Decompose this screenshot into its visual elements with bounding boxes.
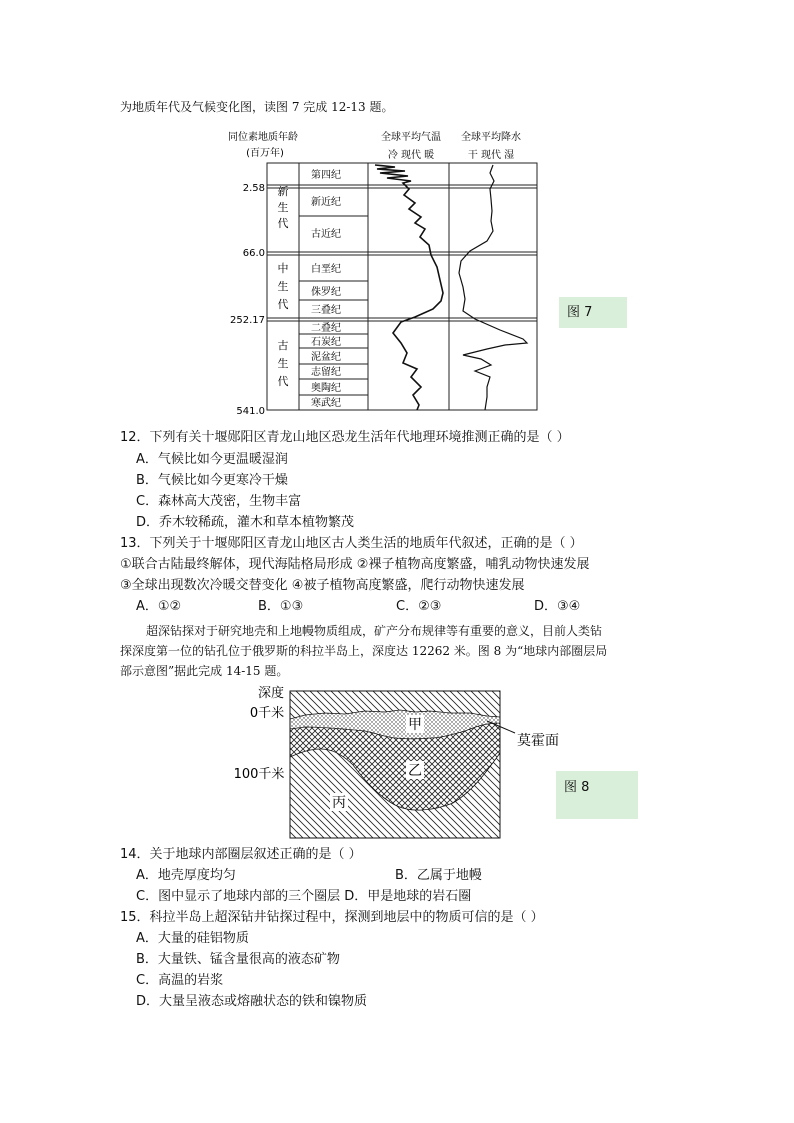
label-bing: 丙 [332,795,346,811]
q13-statements-1: ①联合古陆最终解体，现代海陆格局形成 ②裸子植物高度繁盛，哺乳动物快速发展 [120,557,590,572]
period-label: 三叠纪 [311,305,341,316]
era-cenozoic-3: 代 [277,217,289,230]
depth-label: 深度 [257,686,285,701]
temperature-curve [375,165,443,410]
q14-option-cd[interactable]: C．图中显示了地球内部的三个圈层 D．甲是地球的岩石圈 [136,889,472,904]
period-label: 志留纪 [311,367,341,378]
q15-option-c[interactable]: C．高温的岩浆 [136,973,224,988]
period-label: 泥盆纪 [311,352,341,363]
age-label-2: 66.0 [242,248,265,259]
era-mesozoic-1: 中 [277,262,289,275]
q15-option-d[interactable]: D．大量呈液态或熔融状态的铁和镍物质 [136,994,368,1009]
label-jia: 甲 [408,717,422,733]
figure-7-tag: 图 7 [559,297,627,328]
era-paleozoic-2: 生 [277,357,289,370]
age-label-1: 2.58 [242,183,265,194]
header-temp-scale: 冷 现代 暖 [387,150,435,161]
period-label: 白垩纪 [311,264,341,275]
q12-option-b[interactable]: B．气候比如今更寒冷干燥 [136,473,288,488]
label-yi: 乙 [408,763,422,779]
intro-text-fig8-line2: 探深度第一位的钻孔位于俄罗斯的科拉半岛上，深度达 12262 米。图 8 为“地球内部圈层局 [120,644,608,658]
period-label: 寒武纪 [311,398,341,409]
age-label-4: 541.0 [236,406,265,417]
period-label: 新近纪 [311,197,341,208]
q13-option-b[interactable]: B．①③ [258,599,304,614]
period-label: 奥陶纪 [311,383,341,394]
q15-option-a[interactable]: A．大量的硅铝物质 [136,931,249,946]
depth-zero-label: 0千米 [249,706,285,721]
period-label: 侏罗纪 [311,287,341,298]
header-age-line2: (百万年) [246,148,284,159]
moho-label: 莫霍面 [517,733,559,749]
age-label-3: 252.17 [230,315,265,326]
figure-7-geologic-chart [225,125,545,417]
intro-text-fig7: 为地质年代及气候变化图，读图 7 完成 12-13 题。 [120,100,394,114]
header-temp: 全球平均气温 [381,132,441,143]
q13-stem: 13．下列关于十堰郧阳区青龙山地区古人类生活的地质年代叙述，正确的是（ ） [120,536,583,551]
era-cenozoic-1: 新 [277,185,289,198]
period-label: 第四纪 [311,170,341,181]
q13-option-c[interactable]: C．②③ [396,599,442,614]
header-rain-scale: 干 现代 湿 [467,150,515,161]
q15-option-b[interactable]: B．大量铁、锰含量很高的液态矿物 [136,952,340,967]
period-label: 石炭纪 [311,337,341,348]
q15-stem: 15．科拉半岛上超深钻井钻探过程中，探测到地层中的物质可信的是（ ） [120,910,544,925]
intro-text-fig8-line3: 部示意图”据此完成 14-15 题。 [120,664,289,678]
q14-option-b[interactable]: B．乙属于地幔 [395,868,482,883]
era-paleozoic-1: 古 [277,339,289,352]
intro-text-fig8-line1: 超深钻探对于研究地壳和上地幔物质组成，矿产分布规律等有重要的意义，目前人类钻 [146,624,603,638]
q12-option-a[interactable]: A．气候比如今更温暖湿润 [136,452,288,467]
q13-option-d[interactable]: D．③④ [534,599,581,614]
figure-8-tag: 图 8 [556,771,638,819]
era-cenozoic-2: 生 [277,201,289,214]
precipitation-curve [459,165,527,410]
q13-option-a[interactable]: A．①② [136,599,182,614]
q13-statements-2: ③全球出现数次冷暖交替变化 ④被子植物高度繁盛，爬行动物快速发展 [120,578,525,593]
figure-8-earth-layers [225,683,585,845]
q14-stem: 14．关于地球内部圈层叙述正确的是（ ） [120,847,362,862]
q12-stem: 12．下列有关十堰郧阳区青龙山地区恐龙生活年代地理环境推测正确的是（ ） [120,430,570,445]
era-paleozoic-3: 代 [277,375,289,388]
period-label: 二叠纪 [311,323,341,334]
period-label: 古近纪 [311,229,341,240]
era-mesozoic-3: 代 [277,298,289,311]
q12-option-c[interactable]: C．森林高大茂密，生物丰富 [136,494,302,509]
header-age-line1: 同位素地质年龄 [228,132,298,143]
header-rain: 全球平均降水 [461,132,521,143]
era-mesozoic-2: 生 [277,280,289,293]
q12-option-d[interactable]: D．乔木较稀疏，灌木和草本植物繁茂 [136,515,355,530]
q14-option-a[interactable]: A．地壳厚度均匀 [136,868,236,883]
depth-100-label: 100千米 [233,767,285,782]
